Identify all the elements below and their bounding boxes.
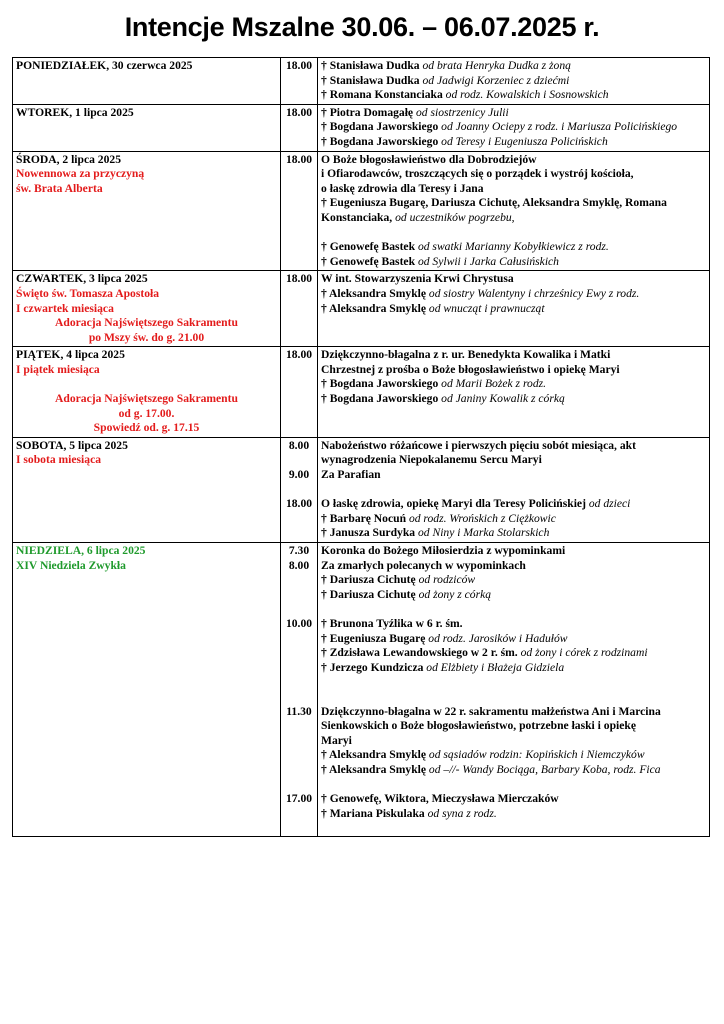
intention-name: † Romana Konstanciaka	[321, 88, 443, 102]
day-cell	[13, 58, 281, 105]
intentions-cell	[318, 104, 710, 151]
intention-line	[321, 807, 706, 822]
intention-line	[321, 88, 706, 103]
intention-name: † Dariusza Cichutę	[321, 587, 416, 601]
spacer	[284, 483, 314, 498]
intention-line	[321, 468, 706, 483]
spacer	[284, 778, 314, 793]
spacer	[284, 675, 314, 690]
intention-name: † Bogdana Jaworskiego	[321, 377, 439, 391]
intention-note: od swatki Marianny Kobyłkiewicz z rodz.	[417, 240, 609, 254]
intention-line	[321, 719, 706, 734]
mass-time: 7.30	[288, 544, 310, 557]
spacer	[321, 778, 706, 793]
intention-line	[321, 392, 706, 407]
intention-name: † Eugeniusza Bugarę	[321, 631, 426, 645]
time-cell	[281, 347, 318, 438]
adoration-note: od g. 17.00.	[118, 406, 175, 420]
intention-note: od –//- Wandy Bociąga, Barbary Koba, rodz. Fica	[428, 762, 661, 776]
spacer	[321, 690, 706, 705]
intention-note: od Marii Bożek z rodz.	[441, 377, 547, 391]
intention-line	[321, 211, 706, 226]
intentions-cell	[318, 271, 710, 347]
day-note: I czwartek miesiąca	[16, 301, 114, 315]
spacer	[284, 588, 314, 603]
intention-line	[321, 792, 706, 807]
intention-line	[321, 240, 706, 255]
spacer	[284, 453, 314, 468]
time-cell	[281, 437, 318, 542]
intention-line	[321, 646, 706, 661]
time-cell	[281, 271, 318, 347]
intention-line	[321, 272, 706, 287]
intention-note: od Jadwigi Korzeniec z dziećmi	[422, 73, 570, 87]
intention-line	[321, 559, 706, 574]
spacer	[321, 226, 706, 241]
mass-time: 8.00	[288, 558, 310, 572]
intention-note: od Niny i Marka Stolarskich	[417, 526, 550, 540]
intention-name: † Aleksandra Smyklę	[321, 286, 427, 300]
intention-name: † Stanisława Dudka	[321, 73, 420, 87]
spacer	[284, 632, 314, 647]
day-row-thursday	[13, 271, 710, 347]
intention-name: i Ofiarodawców, troszczących się o porządek i wystrój kościoła,	[321, 167, 634, 181]
intention-name: W int. Stowarzyszenia Krwi Chrystusa	[321, 272, 514, 286]
day-row-monday	[13, 58, 710, 105]
intentions-cell	[318, 151, 710, 271]
intention-line	[321, 661, 706, 676]
intention-line	[321, 526, 706, 541]
day-header: PIĄTEK, 4 lipca 2025	[16, 348, 125, 362]
intention-line	[321, 763, 706, 778]
intention-name: o łaskę zdrowia dla Teresy i Jana	[321, 181, 484, 195]
intention-note: od rodz. Jarosików i Hadułów	[428, 631, 568, 645]
intention-line	[321, 544, 706, 559]
day-header: PONIEDZIAŁEK, 30 czerwca 2025	[16, 59, 193, 72]
intention-name: wynagrodzenia Niepokalanemu Sercu Maryi	[321, 453, 542, 467]
intention-note: od dzieci	[588, 497, 631, 511]
mass-time: 18.00	[285, 59, 313, 72]
intention-name: † Bogdana Jaworskiego	[321, 120, 439, 134]
day-note: Święto św. Tomasza Apostoła	[16, 286, 160, 300]
intention-note: od sąsiadów rodzin: Kopińskich i Niemczyków	[428, 748, 645, 762]
intention-line	[321, 439, 706, 454]
intention-line	[321, 617, 706, 632]
intention-note: od rodz. Wrońskich z Ciężkowic	[408, 511, 556, 525]
day-note: I piątek miesiąca	[16, 362, 100, 376]
intention-line	[321, 106, 706, 121]
spacer	[284, 573, 314, 588]
intention-note: od brata Henryka Dudka z żoną	[422, 59, 571, 72]
spacer	[284, 690, 314, 705]
intention-line	[321, 632, 706, 647]
mass-time: 18.00	[285, 497, 313, 511]
spacer	[284, 602, 314, 617]
spacer	[284, 719, 314, 734]
intention-name: † Piotra Domagałę	[321, 105, 414, 119]
mass-time: 9.00	[288, 468, 310, 482]
intention-line	[321, 59, 706, 74]
intention-line	[321, 453, 706, 468]
day-cell	[13, 347, 281, 438]
page-title: Intencje Mszalne 30.06. – 06.07.2025 r.	[124, 12, 600, 42]
spacer	[284, 646, 314, 661]
day-row-friday	[13, 347, 710, 438]
spacer	[284, 748, 314, 763]
intention-line	[321, 120, 706, 135]
intention-name: † Genowefę, Wiktora, Mieczysława Mierczaków	[321, 792, 559, 806]
intention-name: † Eugeniusza Bugarę, Dariusza Cichutę, Aleksandra Smyklę, Romana	[321, 196, 667, 210]
intention-name: † Janusza Surdyka	[321, 526, 416, 540]
day-cell	[13, 104, 281, 151]
day-row-sunday	[13, 543, 710, 837]
spacer	[284, 763, 314, 778]
spacer	[284, 661, 314, 676]
day-row-tuesday	[13, 104, 710, 151]
intention-line	[321, 196, 706, 211]
intention-line	[321, 497, 706, 512]
intention-note: od Sylwii i Jarka Całusińskich	[417, 254, 559, 268]
intention-line	[321, 348, 706, 363]
intention-note: od wnucząt i prawnucząt	[428, 301, 545, 315]
adoration-note: Adoracja Najświętszego Sakramentu	[55, 316, 238, 330]
day-header: SOBOTA, 5 lipca 2025	[16, 438, 128, 452]
intention-name: † Aleksandra Smyklę	[321, 748, 427, 762]
intention-note: od żony i córek z rodzinami	[520, 646, 648, 660]
intention-name: † Genowefę Bastek	[321, 254, 416, 268]
intention-note: od Elżbiety i Błażeja Gidziela	[426, 660, 565, 674]
intentions-cell	[318, 437, 710, 542]
intention-name: † Aleksandra Smyklę	[321, 301, 427, 315]
day-note: Nowennowa za przyczyną	[16, 167, 145, 181]
day-note: I sobota miesiąca	[16, 453, 102, 467]
adoration-note: po Mszy św. do g. 21.00	[88, 330, 205, 344]
day-note: św. Brata Alberta	[16, 181, 103, 195]
adoration-note: Adoracja Najświętszego Sakramentu	[55, 392, 238, 406]
intention-line	[321, 573, 706, 588]
spacer	[284, 734, 314, 749]
day-header: CZWARTEK, 3 lipca 2025	[16, 272, 148, 286]
time-cell	[281, 58, 318, 105]
intention-name: Chrzestnej z prośba o Boże błogosławieństwo i opiekę Maryi	[321, 362, 620, 376]
intention-name: † Jerzego Kundzicza	[321, 660, 424, 674]
day-row-saturday	[13, 437, 710, 542]
mass-time: 18.00	[285, 105, 313, 119]
intention-name: Koronka do Bożego Miłosierdzia z wypominkami	[321, 544, 566, 557]
mass-time: 18.00	[285, 272, 313, 286]
intention-line	[321, 512, 706, 527]
intention-line	[321, 363, 706, 378]
intention-name: † Genowefę Bastek	[321, 240, 416, 254]
intention-note: od żony z córką	[418, 587, 492, 601]
intention-name: Nabożeństwo różańcowe i pierwszych pięciu sobót miesiąca, akt	[321, 438, 636, 452]
day-row-wednesday	[13, 151, 710, 271]
time-cell	[281, 543, 318, 837]
day-header: ŚRODA, 2 lipca 2025	[16, 152, 121, 166]
intention-note: od Joanny Ociepy z rodz. i Mariusza Policińskiego	[441, 120, 678, 134]
intention-line	[321, 153, 706, 168]
day-header: WTOREK, 1 lipca 2025	[16, 105, 134, 119]
intention-line	[321, 302, 706, 317]
intention-name: Za Parafian	[321, 468, 381, 482]
day-cell	[13, 151, 281, 271]
intention-name: O łaskę zdrowia, opiekę Maryi dla Teresy Policińskiej	[321, 497, 586, 511]
intention-note: od Teresy i Eugeniusza Policińskich	[441, 134, 608, 148]
time-cell	[281, 151, 318, 271]
intention-line	[321, 377, 706, 392]
intention-name: † Mariana Piskulaka	[321, 806, 425, 820]
confession-note: Spowiedź od. g. 17.15	[93, 421, 200, 435]
intention-name: Maryi	[321, 733, 352, 747]
spacer	[321, 675, 706, 690]
mass-time: 10.00	[285, 616, 313, 630]
intention-name: † Zdzisława Lewandowskiego w 2 r. śm.	[321, 646, 518, 660]
intention-note: od siostrzenicy Julii	[416, 105, 509, 119]
intention-line	[321, 167, 706, 182]
intention-line	[321, 588, 706, 603]
intention-name: † Stanisława Dudka	[321, 59, 420, 72]
intention-note: od Janiny Kowalik z córką	[441, 392, 565, 406]
day-cell	[13, 437, 281, 542]
intention-line	[321, 734, 706, 749]
intention-name: Sienkowskich o Boże błogosławieństwo, potrzebne łaski i opiekę	[321, 719, 636, 733]
intention-line	[321, 182, 706, 197]
mass-time: 18.00	[285, 348, 313, 362]
intentions-cell	[318, 543, 710, 837]
mass-time: 8.00	[288, 438, 310, 452]
spacer	[321, 602, 706, 617]
mass-time: 17.00	[285, 792, 313, 806]
intention-note: od siostry Walentyny i chrześnicy Ewy z rodz.	[428, 286, 640, 300]
intention-line	[321, 287, 706, 302]
intention-line	[321, 705, 706, 720]
mass-intentions-table	[12, 57, 710, 837]
intention-name: Konstanciaka,	[321, 210, 393, 224]
spacer	[321, 483, 706, 498]
intention-name: † Barbarę Nocuń	[321, 511, 407, 525]
intentions-cell	[318, 58, 710, 105]
intention-note: od rodziców	[418, 573, 476, 587]
intention-note: od rodz. Kowalskich i Sosnowskich	[445, 88, 609, 102]
mass-time: 11.30	[286, 704, 312, 718]
intentions-cell	[318, 347, 710, 438]
mass-time: 18.00	[285, 152, 313, 166]
day-header: NIEDZIELA, 6 lipca 2025	[16, 544, 146, 557]
intention-name: Za zmarłych polecanych w wypominkach	[321, 558, 526, 572]
day-cell	[13, 543, 281, 837]
intention-note: od syna z rodz.	[427, 806, 497, 820]
intention-name: † Bogdana Jaworskiego	[321, 134, 439, 148]
spacer	[16, 377, 277, 392]
intention-line	[321, 255, 706, 270]
intention-note: od uczestników pogrzebu,	[395, 210, 515, 224]
intention-name: † Brunona Tyźlika w 6 r. śm.	[321, 616, 463, 630]
time-cell	[281, 104, 318, 151]
day-cell	[13, 271, 281, 347]
day-note: XIV Niedziela Zwykła	[16, 558, 126, 572]
intention-name: † Aleksandra Smyklę	[321, 762, 427, 776]
intention-line	[321, 748, 706, 763]
intention-name: Dziękczynno-błagalna w 22 r. sakramentu małżeństwa Ani i Marcina	[321, 704, 661, 718]
intention-name: Dziękczynno-błagalna z r. ur. Benedykta Kowalika i Matki	[321, 348, 611, 362]
intention-name: † Bogdana Jaworskiego	[321, 392, 439, 406]
intention-line	[321, 135, 706, 150]
intention-name: O Boże błogosławieństwo dla Dobrodziejów	[321, 152, 537, 166]
intention-name: † Dariusza Cichutę	[321, 573, 416, 587]
intention-line	[321, 74, 706, 89]
